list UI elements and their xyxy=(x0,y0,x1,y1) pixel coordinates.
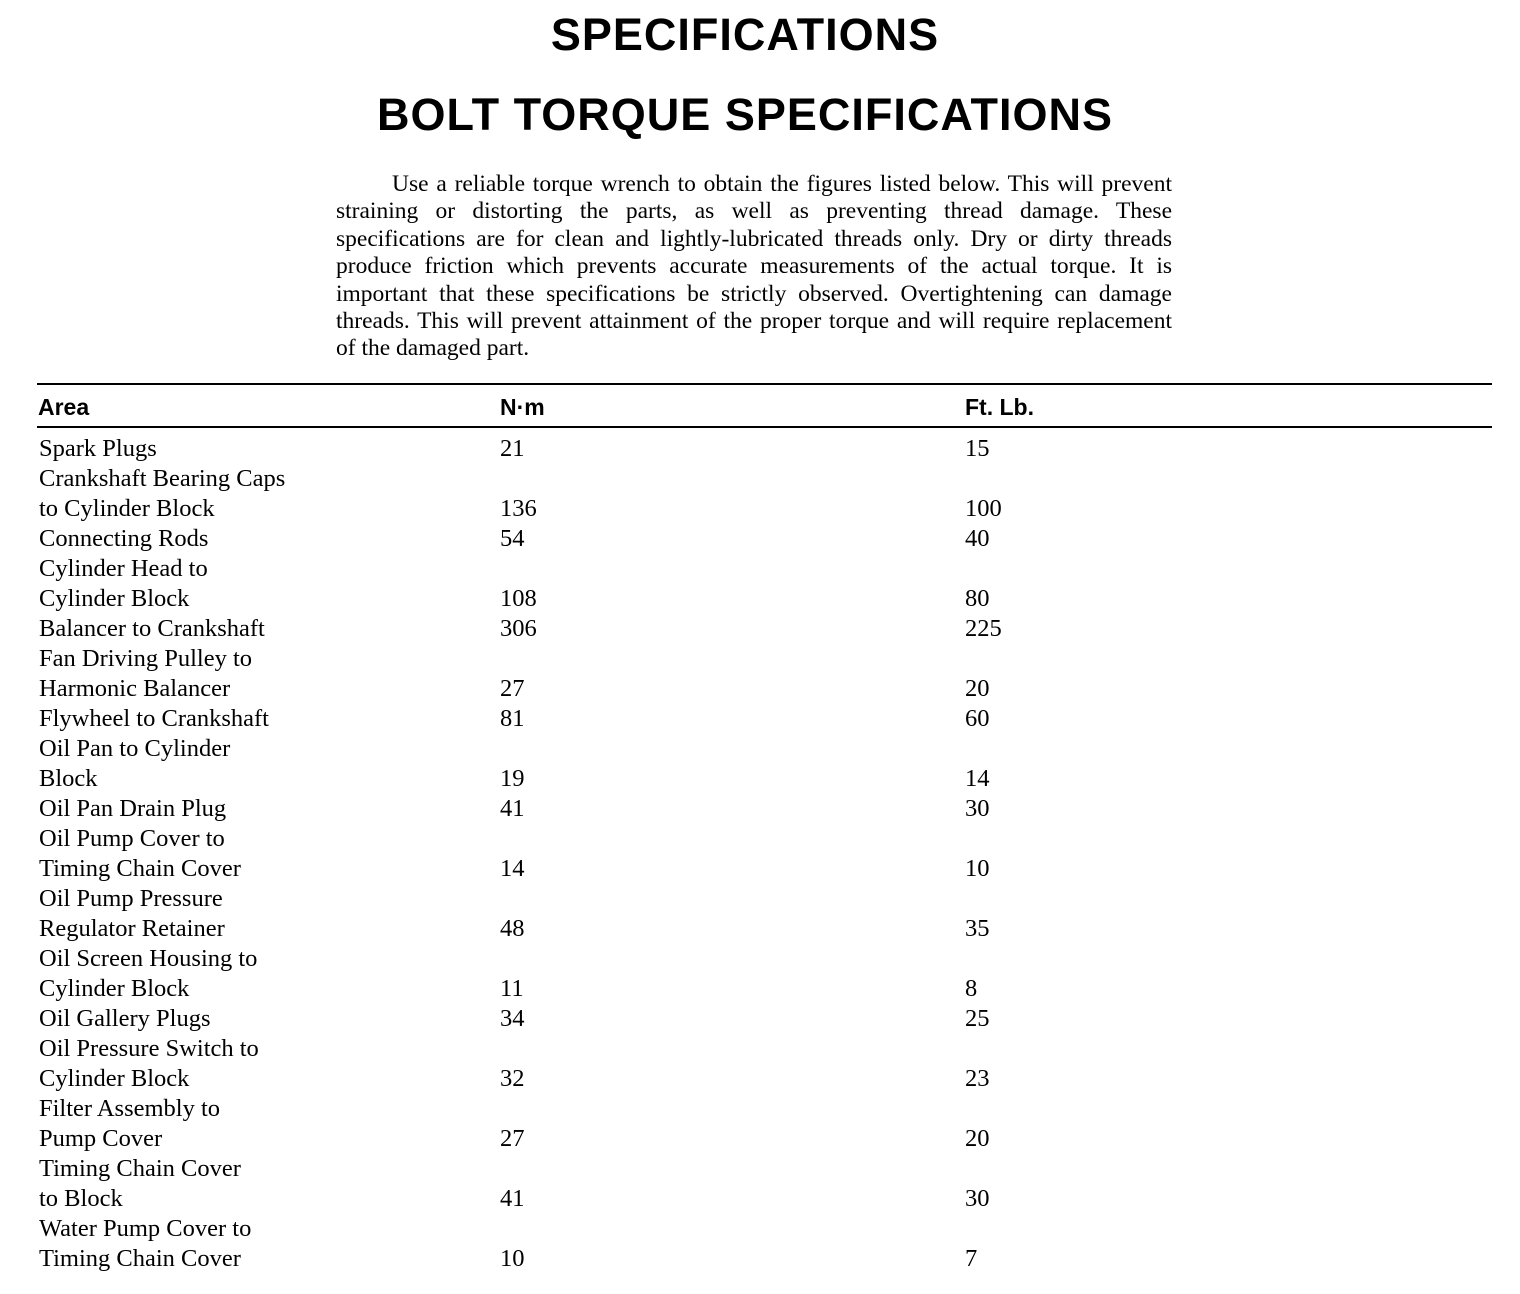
area-cell: Flywheel to Crankshaft xyxy=(39,705,269,732)
area-cell: Spark Plugs xyxy=(39,435,157,462)
ftlb-cell: 80 xyxy=(965,585,990,612)
nm-cell: 10 xyxy=(500,1245,525,1272)
ftlb-cell: 20 xyxy=(965,675,990,702)
area-cell: to Cylinder Block xyxy=(39,495,215,522)
area-cell: Oil Pan Drain Plug xyxy=(39,795,227,822)
ftlb-cell: 25 xyxy=(965,1005,990,1032)
table-row xyxy=(38,1184,1138,1214)
nm-cell: 11 xyxy=(500,975,524,1002)
area-cell: Cylinder Head to xyxy=(39,555,208,582)
nm-cell: 19 xyxy=(500,765,525,792)
table-header-rule xyxy=(37,426,1492,428)
table-row xyxy=(38,1004,1138,1034)
table-row xyxy=(38,794,1138,824)
table-row xyxy=(38,614,1138,644)
ftlb-cell: 7 xyxy=(965,1245,978,1272)
ftlb-cell: 23 xyxy=(965,1065,990,1092)
area-cell: Oil Pump Pressure xyxy=(39,885,223,912)
table-row xyxy=(38,464,1138,494)
area-cell: Regulator Retainer xyxy=(39,915,225,942)
nm-cell: 14 xyxy=(500,855,525,882)
table-row xyxy=(38,524,1138,554)
table-row xyxy=(38,734,1138,764)
area-cell: Fan Driving Pulley to xyxy=(39,645,253,672)
ftlb-cell: 40 xyxy=(965,525,990,552)
ftlb-cell: 20 xyxy=(965,1125,990,1152)
table-row xyxy=(38,584,1138,614)
table-row xyxy=(38,434,1138,464)
table-row xyxy=(38,1214,1138,1244)
table-row xyxy=(38,1154,1138,1184)
torque-table-body xyxy=(38,434,1138,1274)
area-cell: Cylinder Block xyxy=(39,1065,190,1092)
area-cell: Oil Pump Cover to xyxy=(39,825,225,852)
nm-cell: 32 xyxy=(500,1065,525,1092)
nm-cell: 306 xyxy=(500,615,537,642)
nm-cell: 41 xyxy=(500,795,525,822)
area-cell: Oil Pan to Cylinder xyxy=(39,735,231,762)
area-cell: Timing Chain Cover xyxy=(39,1245,241,1272)
intro-paragraph: Use a reliable torque wrench to obtain the figures listed below. This will prevent straining or distorting the parts, as well as preventing thread damage. These specifications are for clean and lightly-lubricated threads only. Dry or dirty threads produce friction which prevents accurate measurements of the actual torque. It is important that these specifications be strictly observed. Overtightening can damage threads. This will prevent attainment of the proper torque and will require replacement of the damaged part. xyxy=(336,171,1172,362)
ftlb-cell: 60 xyxy=(965,705,990,732)
table-row xyxy=(38,854,1138,884)
nm-cell: 27 xyxy=(500,675,525,702)
ftlb-cell: 8 xyxy=(965,975,978,1002)
area-cell: Oil Pressure Switch to xyxy=(39,1035,259,1062)
nm-cell: 54 xyxy=(500,525,525,552)
table-row xyxy=(38,824,1138,854)
table-row xyxy=(38,1094,1138,1124)
area-cell: Timing Chain Cover xyxy=(39,855,241,882)
table-row xyxy=(38,644,1138,674)
ftlb-cell: 30 xyxy=(965,1185,990,1212)
nm-cell: 21 xyxy=(500,435,525,462)
nm-cell: 108 xyxy=(500,585,537,612)
area-cell: Block xyxy=(39,765,98,792)
table-row xyxy=(38,1034,1138,1064)
area-cell: Harmonic Balancer xyxy=(39,675,231,702)
table-row xyxy=(38,674,1138,704)
area-cell: Connecting Rods xyxy=(39,525,209,552)
table-row xyxy=(38,554,1138,584)
table-row xyxy=(38,704,1138,734)
area-cell: Cylinder Block xyxy=(39,585,190,612)
nm-cell: 27 xyxy=(500,1125,525,1152)
ftlb-cell: 35 xyxy=(965,915,990,942)
area-cell: Crankshaft Bearing Caps xyxy=(39,465,286,492)
table-row xyxy=(38,884,1138,914)
nm-cell: 41 xyxy=(500,1185,525,1212)
table-row xyxy=(38,974,1138,1004)
nm-cell: 81 xyxy=(500,705,525,732)
column-header-ftlb: Ft. Lb. xyxy=(965,394,1034,420)
area-cell: Water Pump Cover to xyxy=(39,1215,252,1242)
column-header-area: Area xyxy=(38,394,90,420)
area-cell: Balancer to Crankshaft xyxy=(39,615,265,642)
area-cell: Oil Gallery Plugs xyxy=(39,1005,211,1032)
table-row xyxy=(38,494,1138,524)
area-cell: Pump Cover xyxy=(39,1125,163,1152)
area-cell: Cylinder Block xyxy=(39,975,190,1002)
page-title: SPECIFICATIONS xyxy=(550,9,940,60)
table-row xyxy=(38,1064,1138,1094)
nm-cell: 48 xyxy=(500,915,525,942)
section-title: BOLT TORQUE SPECIFICATIONS xyxy=(376,89,1114,140)
table-row xyxy=(38,1124,1138,1154)
table-row xyxy=(38,914,1138,944)
ftlb-cell: 15 xyxy=(965,435,990,462)
table-row xyxy=(38,764,1138,794)
ftlb-cell: 225 xyxy=(965,615,1002,642)
area-cell: Oil Screen Housing to xyxy=(39,945,258,972)
ftlb-cell: 10 xyxy=(965,855,990,882)
area-cell: Timing Chain Cover xyxy=(39,1155,241,1182)
area-cell: Filter Assembly to xyxy=(39,1095,221,1122)
ftlb-cell: 14 xyxy=(965,765,990,792)
area-cell: to Block xyxy=(39,1185,123,1212)
nm-cell: 34 xyxy=(500,1005,525,1032)
ftlb-cell: 100 xyxy=(965,495,1002,522)
table-top-rule xyxy=(37,383,1492,385)
table-row xyxy=(38,944,1138,974)
ftlb-cell: 30 xyxy=(965,795,990,822)
table-row xyxy=(38,1244,1138,1274)
column-header-nm: N·m xyxy=(500,394,545,420)
nm-cell: 136 xyxy=(500,495,537,522)
